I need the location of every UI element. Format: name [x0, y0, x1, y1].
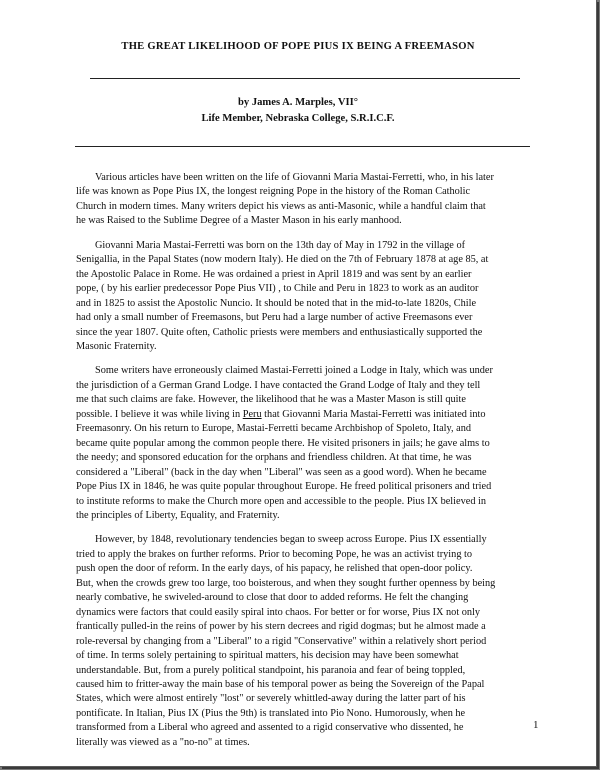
paragraph-line: pontificate. In Italian, Pius IX (Pius the 9th) is translated into Pio Nono. Humorously, when he [76, 707, 466, 719]
paragraph-line: Some writers have erroneously claimed Mastai-Ferretti joined a Lodge in Italy, which was under [95, 365, 493, 377]
paragraph-line: States, which were almost entirely "lost" or severely whittled-away during the latter part of his [76, 693, 466, 705]
paragraph-line: the needy; and sponsored education for the orphans and friendless children. At that time, he was [76, 452, 472, 464]
paragraph-line: life was known as Pope Pius IX, the longest reigning Pope in the history of the Roman Catholic [76, 186, 471, 198]
document-title: THE GREAT LIKELIHOOD OF POPE PIUS IX BEING A FREEMASON [121, 41, 475, 52]
paragraph-line: me that such claims are fake. However, the likelihood that he was a Master Mason is still quite [76, 394, 466, 406]
body-paragraph [76, 171, 542, 229]
paragraph-line: to institute reforms to make the Church more open and accessible to the people. Pius IX believed in [76, 495, 487, 507]
paragraph-line: nearly combative, he swiveled-around to close that door to added reforms. He felt the changing [76, 592, 469, 604]
paragraph-line: Masonic Fraternity. [76, 340, 157, 352]
paragraph-line: literally was viewed as a "no-no" at times. [76, 736, 250, 748]
paragraph-line: Giovanni Maria Mastai-Ferretti was born on the 13th day of May in 1792 in the village of [95, 239, 466, 251]
paragraph-line: the jurisdiction of a German Grand Lodge. I have contacted the Grand Lodge of Italy and they tell [76, 379, 481, 391]
paragraph-line: he was Raised to the Sublime Degree of a Master Mason in his early manhood. [76, 215, 402, 227]
paragraph-line: role-reversal by changing from a "Liberal" to a rigid "Conservative" within a relatively short period [76, 635, 487, 647]
paragraph-line: Church in modern times. Many writers depict his views as anti-Masonic, while a handful claim that [76, 200, 486, 212]
body-paragraph [76, 239, 542, 355]
paragraph-line: But, when the crowds grew too large, too boisterous, and when they sought further openness by being [76, 577, 496, 589]
paragraph-line: dynamics were factors that could easily spiral into chaos. For better or for worse, Pius IX not only [76, 606, 481, 618]
underlined-word: Peru [242, 408, 262, 420]
author-line: by James A. Marples, VII° [238, 97, 358, 108]
title-divider [90, 78, 520, 79]
paragraph-line: However, by 1848, revolutionary tendencies began to sweep across Europe. Pius IX essentially [95, 534, 487, 546]
paragraph-line: transformed from a Liberal who agreed and assented to a rigid conservative who dissented, he [76, 722, 464, 734]
paragraph-line: Freemasonry. On his return to Europe, Mastai-Ferretti became Archbishop of Spoleto, Italy, and [76, 423, 471, 435]
paragraph-line: and in 1825 to assist the Apostolic Nuncio. It should be noted that in the mid-to-late 1820s, Chile [76, 297, 477, 309]
paragraph-line: pope, ( by his earlier predecessor Pope Pius VII) , to Chile and Peru in 1823 to work as an auditor [76, 283, 479, 295]
paragraph-line: frantically pulled-in the reins of power by his stern decrees and rigid dogmas; but he almost made a [76, 621, 486, 633]
body-paragraph [76, 533, 542, 750]
paragraph-line: possible. I believe it was while living in Peru that Giovanni Maria Mastai-Ferretti was initiated into [76, 408, 486, 420]
paragraph-line: since the year 1807. Quite often, Catholic priests were members and enthusiastically supported the [76, 326, 483, 338]
paragraph-line: caused him to fritter-away the main base of his temporal power as being the Sovereign of the Papal [76, 678, 485, 690]
paragraph-line: Pope Pius IX in 1846, he was quite popular throughout Europe. He freed political prisoners and tried [76, 481, 492, 493]
paragraph-line: the Apostolic Palace in Rome. He was ordained a priest in April 1819 and was sent by an earlier [76, 268, 472, 280]
paragraph-line: became quite popular among the common people there. He visited prisoners in jails; he gave alms to [76, 437, 490, 449]
paragraph-line: the principles of Liberty, Equality, and Fraternity. [76, 509, 280, 521]
page-number: 1 [533, 719, 539, 731]
paragraph-line: Senigallia, in the Papal States (now modern Italy). He died on the 7th of February 1878 at age 85, at [76, 254, 489, 266]
author-divider [75, 146, 530, 147]
paragraph-line: push open the door of reform. In the early days, of his papacy, he relished that open-door policy. [76, 563, 473, 575]
paragraph-line: considered a "Liberal" (back in the day when "Liberal" was seen as a good word). When he became [76, 466, 487, 478]
paragraph-line: of time. In terms solely pertaining to spiritual matters, his decision may have been somewhat [76, 650, 459, 662]
body-paragraph [76, 364, 542, 523]
document-body [76, 171, 542, 760]
paragraph-line: Various articles have been written on the life of Giovanni Maria Mastai-Ferretti, who, in his later [95, 172, 494, 183]
author-block [0, 95, 596, 127]
author-affiliation: Life Member, Nebraska College, S.R.I.C.F. [201, 113, 395, 124]
paragraph-line: had only a small number of Freemasons, but Peru had a large number of active Freemasons ever [76, 312, 473, 324]
paragraph-line: tried to apply the brakes on further reforms. Prior to becoming Pope, he was an activist trying to [76, 548, 473, 560]
paragraph-line: understandable. But, from a purely political standpoint, his paranoia and fear of being toppled, [76, 664, 466, 676]
